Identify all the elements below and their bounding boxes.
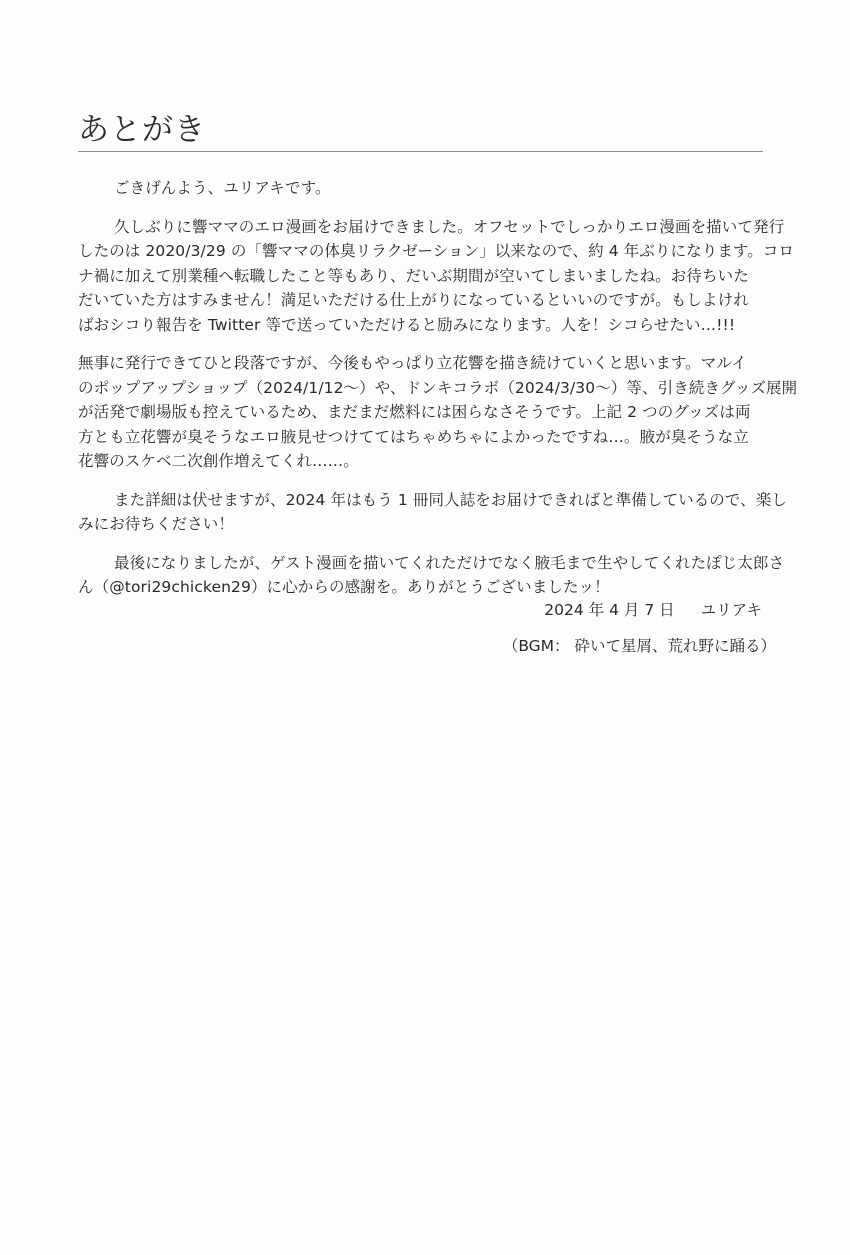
- text-line: だいていた方はすみません！満足いただける仕上がりになっているといいのですが。もしよけれ: [78, 291, 749, 309]
- signature-date-line: [544, 598, 762, 622]
- text-line: 最後になりましたが、ゲスト漫画を描いてくれただけでなく腋毛まで生やしてくれたぽじ太郎さ: [114, 553, 785, 572]
- text-line: のポップアップショップ（2024/1/12〜）や、ドンキコラボ（2024/3/30〜）等、引き続きグッズ展開: [78, 378, 798, 397]
- text-line: ん（@tori29chicken29）に心からの感謝を。ありがとうございましたッ！: [78, 578, 610, 596]
- text-line: したのは 2020/3/29 の「響ママの体臭リラクゼーション」以来なので、約 4 年ぶりになります。コロ: [78, 242, 795, 260]
- text-line: みにお待ちください！: [78, 515, 235, 533]
- text-line: ナ禍に加えて別業種へ転職したこと等もあり、だいぶ期間が空いてしまいましたね。お待ちいた: [78, 266, 749, 285]
- signature-bgm: （BGM： 砕いて星屑、荒れ野に踊る）: [502, 637, 776, 655]
- text-line: 無事に発行できてひと段落ですが、今後もやっぱり立花響を描き続けていくと思います。マルイ: [78, 354, 747, 372]
- text-line: また詳細は伏せますが、2024 年はもう 1 冊同人誌をお届けできればと準備しているので、楽し: [114, 490, 787, 509]
- text-line: ごきげんよう、ユリアキです。: [114, 179, 331, 197]
- page-title: あとがき: [78, 112, 206, 148]
- signature-author: ユリアキ: [700, 601, 762, 619]
- title-divider: [78, 151, 763, 152]
- text-line: ばおシコり報告を Twitter 等で送っていただけると励みになります。人を！シコらせたい…!!!: [78, 315, 736, 334]
- paragraph-next-book: [78, 488, 788, 537]
- text-line: 方とも立花響が臭そうなエロ腋見せつけててはちゃめちゃによかったですね…。腋が臭そうな立: [78, 427, 749, 446]
- paragraph-greeting: [98, 176, 788, 201]
- text-line: 久しぶりに響ママのエロ漫画をお届けできました。オフセットでしっかりエロ漫画を描いて発行: [114, 217, 785, 236]
- text-line: が活発で劇場版も控えているため、まだまだ燃料には困らなさそうです。上記 2 つのグッズは両: [78, 403, 751, 421]
- paragraph-future: [78, 351, 798, 474]
- text-line: 花響のスケベ二次創作増えてくれ……。: [78, 452, 359, 470]
- paragraph-thanks: [78, 551, 788, 600]
- signature-date: 2024 年 4 月 7 日: [544, 601, 675, 619]
- afterword-body: [78, 176, 798, 600]
- paragraph-release: [78, 215, 795, 338]
